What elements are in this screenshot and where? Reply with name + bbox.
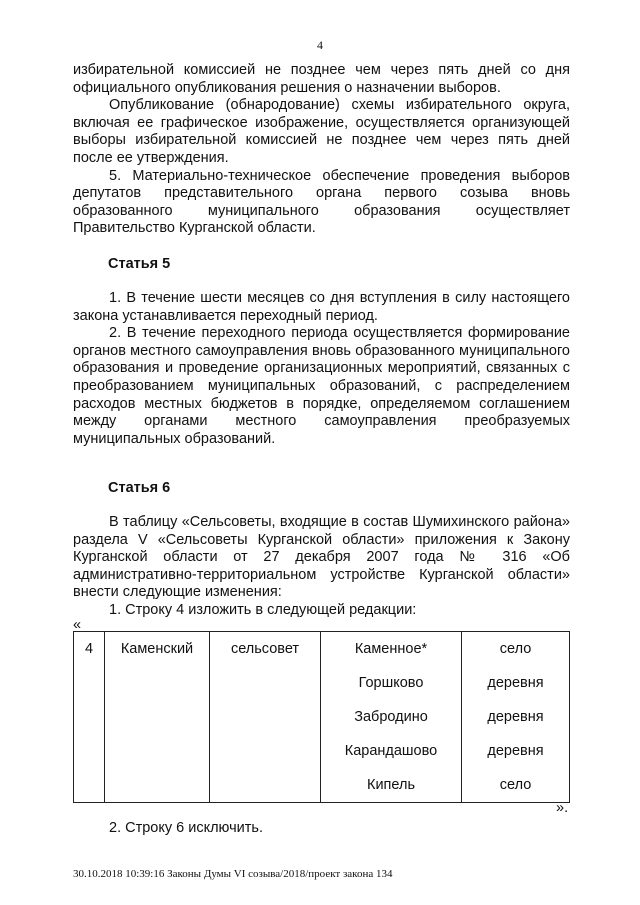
article-5-paragraph-2: 2. В течение переходного периода осуществляется формирование органов местного самоуправления вновь образованного муниципального образования и проведение организационных мероприятий, связанных с преобразованием муниципальных образований, с распределением расходов местных бюджетов в порядке, определяемом соглашением между органами местного самоуправления преобразуемых муниципальных образований. [73,325,570,447]
paragraph-3: 5. Материально-техническое обеспечение проведения выборов депутатов представительного органа первого созыва вновь образованного муниципального образования осуществляет Правительство Курганской области. [73,167,570,237]
type-cell [210,632,321,803]
selsovet-name: Каменский [120,641,194,657]
article-6-heading: Статья 6 [108,480,171,496]
settlement-kind: село [499,641,532,657]
settlement-kind: село [499,777,532,793]
article-6-paragraph-2: 1. Строку 4 изложить в следующей редакции: [109,601,417,618]
open-quote: « [73,617,82,633]
settlement-name: Забродино [354,709,428,725]
table-row [74,632,570,803]
settlement-kind: деревня [487,743,544,759]
row-number-cell [74,632,105,803]
paragraph-1: избирательной комиссией не позднее чем через пять дней со дня официального опубликования решения о назначении выборов. [73,62,570,96]
article-6-paragraph-3: 2. Строку 6 исключить. [109,820,263,836]
settlement-name: Горшково [358,675,424,691]
close-quote: ». [556,800,569,816]
row-number: 4 [84,641,94,657]
selsovet-type: сельсовет [230,641,300,657]
settlement-name: Карандашово [344,743,438,759]
paragraph-2: Опубликование (обнародование) схемы избирательного округа, включая ее графическое изображение, осуществляется организующей выборы избирательной комиссией не позднее чем через пять дней после ее утверждения. [73,97,570,166]
settlement-kind: деревня [487,675,544,691]
settlement-kind: деревня [487,709,544,725]
footer-stamp: 30.10.2018 10:39:16 Законы Думы VI созыва/2018/проект закона 134 [73,868,393,880]
article-5-paragraph-1: 1. В течение шести месяцев со дня вступления в силу настоящего закона устанавливается переходный период. [73,290,570,324]
settlement-name: Кипель [367,777,415,793]
settlement-kinds-cell [462,632,570,803]
page-number: 4 [317,38,323,52]
opening-block [73,62,570,238]
settlement-name: Каменное* [354,641,428,657]
article-6-paragraph-1: В таблицу «Сельсоветы, входящие в состав Шумихинского района» раздела V «Сельсоветы Курганской области» приложения к Закону Курганской области от 27 декабря 2007 года № 316 «Об административно-территориальном устройстве Курганской области» внести следующие изменения: [73,514,570,601]
article-6-final-block [73,820,570,838]
replacement-table [73,631,570,803]
name-cell [105,632,210,803]
article-5-heading: Статья 5 [108,256,171,272]
settlement-names-cell [321,632,462,803]
article-6-block [73,514,570,620]
article-5-block [73,290,570,448]
